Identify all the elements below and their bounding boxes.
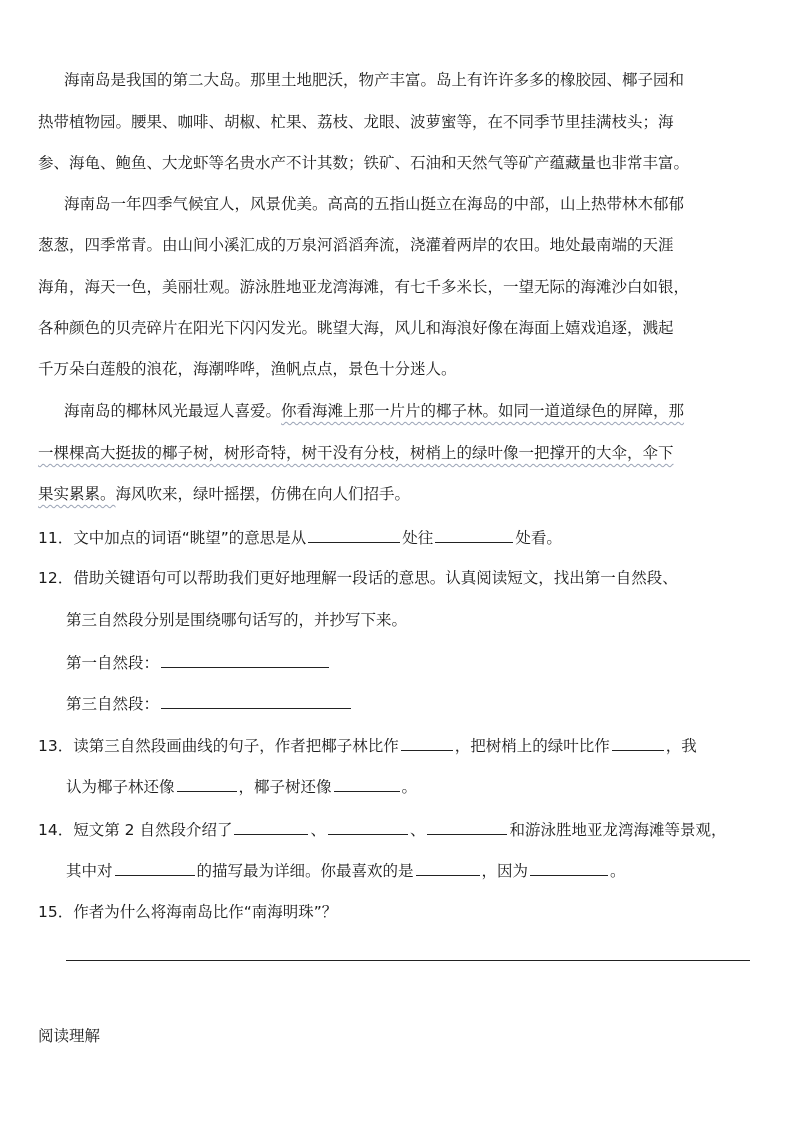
question-15: 15．作者为什么将海南岛比作“南海明珠”？: [38, 903, 338, 921]
passage-p2-line1: 海南岛一年四季气候宜人，风景优美。高高的五指山挺立在海岛的中部，山上热带林木郁郁: [64, 195, 685, 213]
passage-p3-line2: [38, 443, 674, 463]
q15-answer-line[interactable]: [66, 960, 750, 961]
passage-p3-plain-1: 海南岛的椰林风光最逗人喜爱。: [64, 402, 282, 420]
wavy-underlined-sentence-end: 果实累累。: [38, 485, 116, 503]
q14-blank-3[interactable]: [427, 819, 507, 835]
passage-p3-line1: [64, 401, 684, 421]
passage-p1-line1: 海南岛是我国的第二大岛。那里土地肥沃，物产丰富。岛上有许许多多的橡胶园、椰子园和: [64, 71, 685, 89]
passage-p1-line2: 热带植物园。腰果、咖啡、胡椒、杧果、荔枝、龙眼、波萝蜜等，在不同季节里挂满枝头；海: [38, 113, 674, 131]
q14-sep-2: 、: [409, 821, 426, 839]
q12-first-label: 第一自然段：: [66, 654, 160, 672]
question-14-line1: [38, 819, 727, 840]
q14-text-c: 其中对: [66, 862, 113, 880]
q11-blank-1[interactable]: [308, 527, 400, 543]
question-12-line1: 12．借助关键语句可以帮助我们更好地理解一段话的意思。认真阅读短文，找出第一自然段、: [38, 569, 678, 587]
q13-blank-3[interactable]: [177, 776, 237, 792]
passage-p2-line3: 海角，海天一色，美丽壮观。游泳胜地亚龙湾海滩，有七千多米长，一望无际的海滩沙白如银，: [38, 278, 690, 296]
question-13-line2: [66, 776, 417, 797]
question-12-line2: 第三自然段分别是围绕哪句话写的，并抄写下来。: [66, 611, 408, 629]
q14-blank-2[interactable]: [328, 819, 408, 835]
passage-p2-line4: 各种颜色的贝壳碎片在阳光下闪闪发光。眺望大海，风儿和海浪好像在海面上嬉戏追逐，溅起: [38, 319, 674, 337]
q12-third-label: 第三自然段：: [66, 695, 160, 713]
q13-text-b: ，把树梢上的绿叶比作: [454, 737, 610, 755]
q12-first-blank[interactable]: [161, 652, 329, 668]
question-14-line2: [66, 860, 626, 881]
section-label: 阅读理解: [38, 1027, 101, 1045]
q14-sep-1: 、: [310, 821, 326, 839]
q14-text-d: 的描写最为详细。你最喜欢的是: [196, 862, 414, 880]
q13-text-f: 。: [401, 778, 418, 796]
q11-text-c: 处看。: [515, 529, 562, 547]
q14-text-a: 14．短文第 2 自然段介绍了: [38, 821, 233, 839]
q11-text-b: 处往: [402, 529, 434, 547]
passage-p1-line3: 参、海龟、鲍鱼、大龙虾等名贵水产不计其数；铁矿、石油和天然气等矿产蕴藏量也非常丰富。: [38, 154, 690, 172]
q12-first-paragraph: [66, 652, 331, 673]
question-11: [38, 527, 562, 548]
q14-blank-4[interactable]: [115, 860, 195, 876]
q13-text-c: ，我: [665, 737, 697, 755]
q11-blank-2[interactable]: [435, 527, 513, 543]
q14-text-b: 和游泳胜地亚龙湾海滩等景观，: [509, 821, 727, 839]
q13-blank-2[interactable]: [612, 735, 664, 751]
passage-p2-line5: 千万朵白莲般的浪花，海潮哗哗，渔帆点点，景色十分迷人。: [38, 360, 457, 378]
q14-text-e: ，因为: [481, 862, 529, 880]
passage-p3-plain-2: 海风吹来，绿叶摇摆，仿佛在向人们招手。: [115, 485, 411, 503]
q14-blank-1[interactable]: [234, 819, 308, 835]
q14-blank-6[interactable]: [530, 860, 608, 876]
passage-p3-line3: [38, 484, 410, 504]
q13-blank-4[interactable]: [334, 776, 400, 792]
wavy-underlined-sentence: 你看海滩上那一片片的椰子林。如同一道道绿色的屏障，那: [281, 402, 685, 420]
q13-text-d: 认为椰子林还像: [66, 778, 175, 796]
q13-text-a: 13．读第三自然段画曲线的句子，作者把椰子林比作: [38, 737, 399, 755]
question-13-line1: [38, 735, 697, 756]
q12-third-blank[interactable]: [161, 693, 351, 709]
wavy-underlined-sentence-cont: 一棵棵高大挺拔的椰子树，树形奇特，树干没有分枝，树梢上的绿叶像一把撑开的大伞，伞下: [38, 444, 674, 462]
q12-third-paragraph: [66, 693, 353, 714]
q14-text-f: 。: [610, 862, 626, 880]
q13-text-e: ，椰子树还像: [238, 778, 332, 796]
q11-text-a: 11．文中加点的词语“眺望”的意思是从: [38, 529, 307, 547]
passage-p2-line2: 葱葱，四季常青。由山间小溪汇成的万泉河滔滔奔流，浇灌着两岸的农田。地处最南端的天涯: [38, 236, 674, 254]
q13-blank-1[interactable]: [401, 735, 453, 751]
q14-blank-5[interactable]: [416, 860, 480, 876]
